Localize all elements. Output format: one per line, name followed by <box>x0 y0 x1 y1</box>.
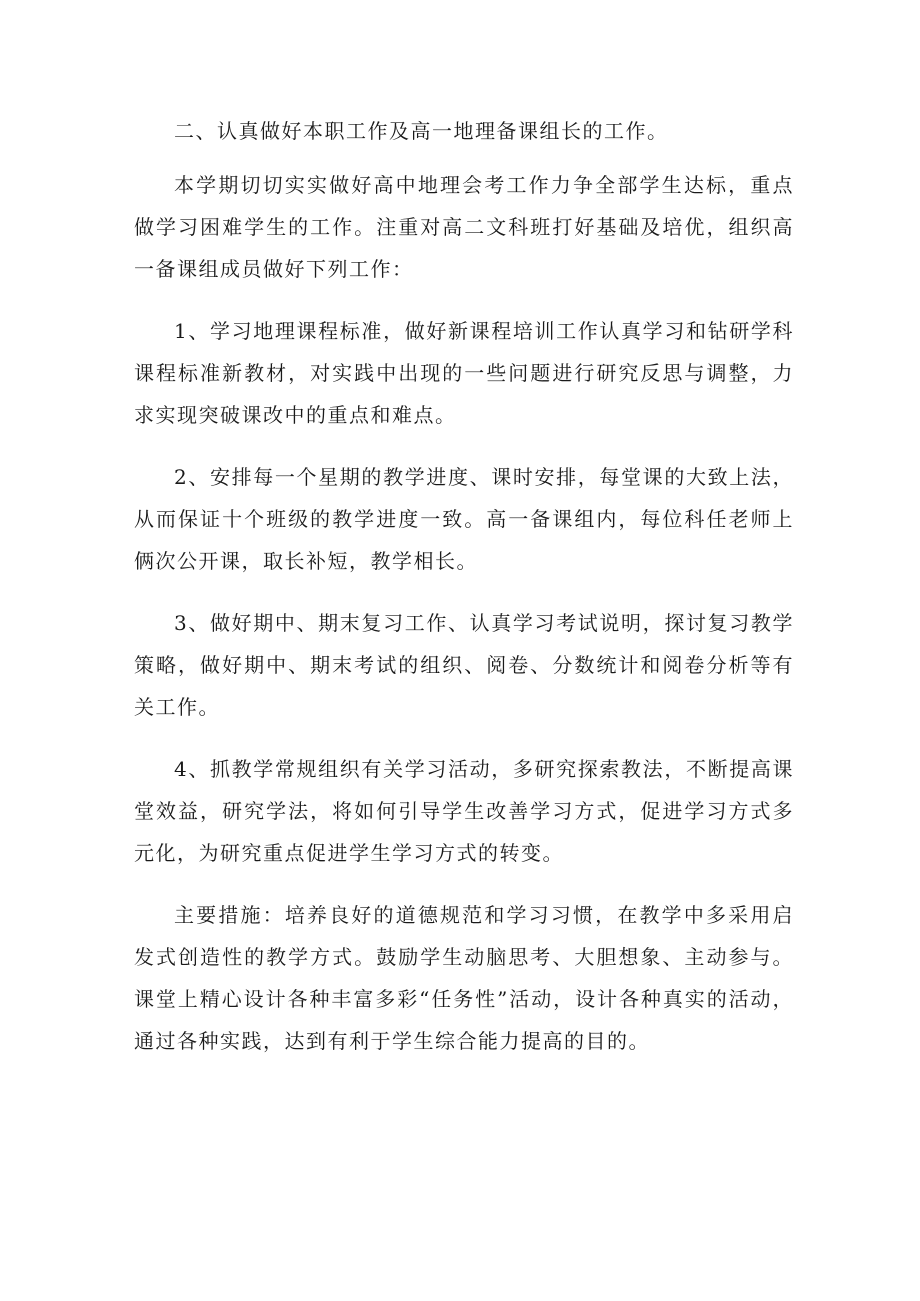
measures-paragraph: 主要措施：培养良好的道德规范和学习习惯，在教学中多采用启发式创造性的教学方式。鼓励学生动脑思考、大胆想象、主动参与。课堂上精心设计各种丰富多彩“任务性”活动，设计各种真实的活动，通过各种实践，达到有利于学生综合能力提高的目的。 <box>134 903 794 1053</box>
document-body <box>134 110 794 1082</box>
section-heading: 二、认真做好本职工作及高一地理备课组长的工作。 <box>174 119 669 143</box>
work-item-1: 1、学习地理课程标准，做好新课程培训工作认真学习和钻研学科课程标准新教材，对实践中出现的一些问题进行研究反思与调整，力求实现突破课改中的重点和难点。 <box>134 319 794 427</box>
intro-paragraph: 本学期切切实实做好高中地理会考工作力争全部学生达标，重点做学习困难学生的工作。注重对高二文科班打好基础及培优，组织高一备课组成员做好下列工作： <box>134 173 794 281</box>
work-item-3: 3、做好期中、期末复习工作、认真学习考试说明，探讨复习教学策略，做好期中、期末考试的组织、阅卷、分数统计和阅卷分析等有关工作。 <box>134 611 794 719</box>
work-item-2: 2、安排每一个星期的教学进度、课时安排，每堂课的大致上法，从而保证十个班级的教学进度一致。高一备课组内，每位科任老师上俩次公开课，取长补短，教学相长。 <box>134 465 794 573</box>
work-item-4: 4、抓教学常规组织有关学习活动，多研究探索教法，不断提高课堂效益，研究学法，将如何引导学生改善学习方式，促进学习方式多元化，为研究重点促进学生学习方式的转变。 <box>134 757 794 865</box>
